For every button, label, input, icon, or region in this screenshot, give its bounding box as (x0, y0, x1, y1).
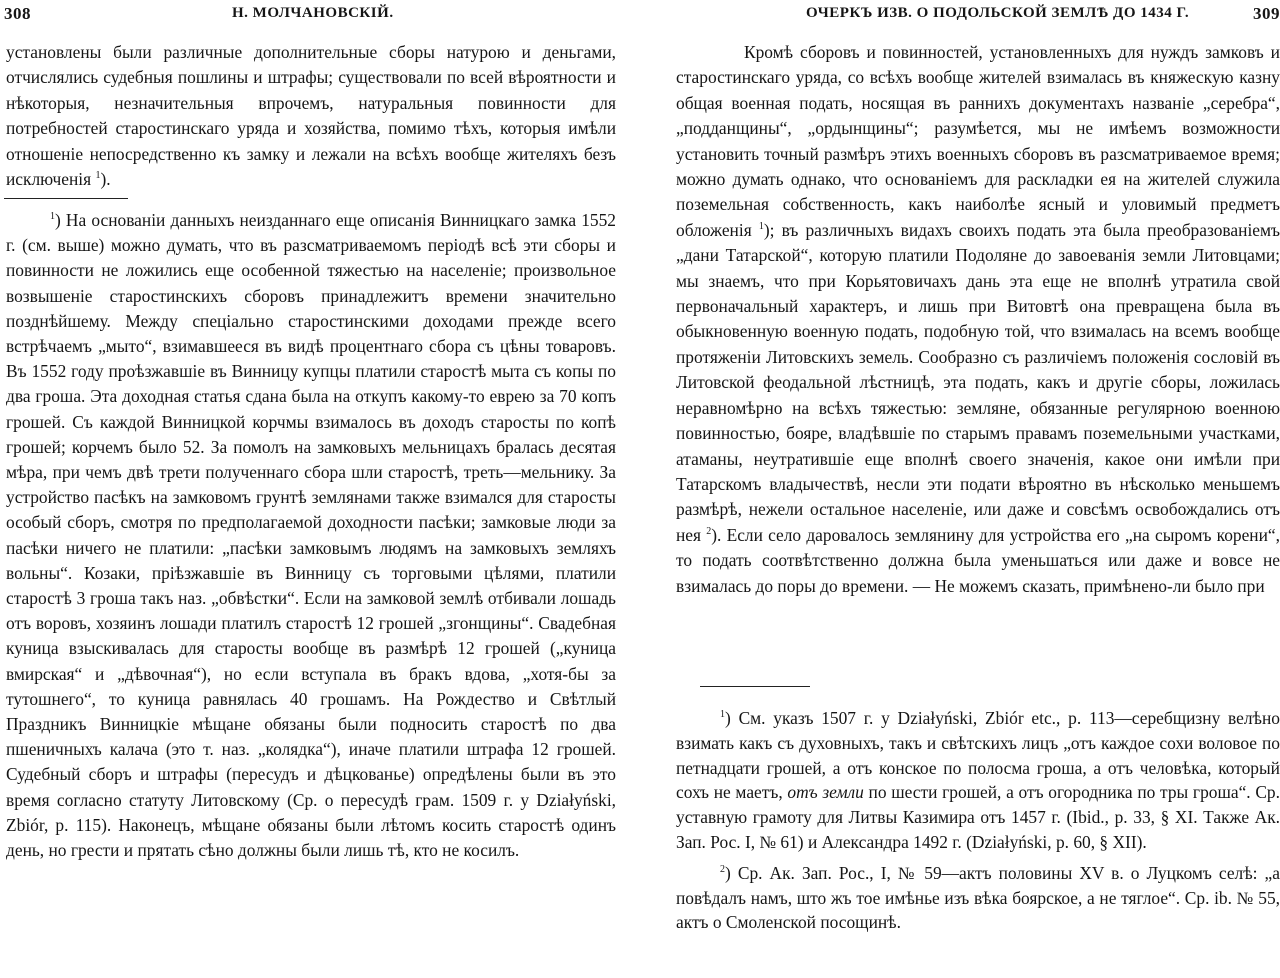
gutter (630, 0, 650, 978)
left-page-header (0, 4, 620, 26)
right-page-header (660, 4, 1280, 26)
paragraph-text: установлены были различные дополнительные сборы натурою и деньгами, отчислялись судебныя пошлины и штрафы; существовали по всей вѣроятности и нѣкоторыя, незначительныя впрочемъ, натуральныя повинности для потребностей старостинскаго уряда и хозяйства, помимо тѣхъ, которыя имѣли отношеніе непосредственно къ замку и лежали на всѣхъ вообще жителяхъ безъ исключенія (6, 42, 616, 190)
footnote-text: ) Ср. Ак. Зап. Рос., I, № 59—актъ половины XV в. о Луцкомъ селѣ: „а повѣдалъ намъ, што жъ тое имѣнье изъ вѣка боярское, а не тяглое“. Ср. ib. № 55, актъ о Смоленской посощинѣ. (676, 862, 1280, 933)
page-number: 309 (1253, 4, 1280, 23)
footnote-marker: 2 (720, 863, 725, 875)
running-head: Н. МОЛЧАНОВСКІЙ. (232, 5, 394, 21)
running-head: ОЧЕРКЪ ИЗВ. О ПОДОЛЬСКОЙ ЗЕМЛѢ ДО 1434 Г. (806, 5, 1190, 21)
footnote-divider (700, 686, 810, 687)
left-body-text (6, 40, 616, 192)
paragraph-end: ). (100, 169, 111, 190)
right-body-text (676, 40, 1280, 599)
right-page (660, 0, 1280, 978)
footnote-marker: 1 (720, 709, 725, 721)
footnote-text: ) На основаніи данныхъ неизданнаго еще описанія Винницкаго замка 1552 г. (см. выше) можно думать, что въ разсматриваемомъ періодѣ всѣ эти сборы и повинности не ложились еще особенной тяжестью на населеніе; произвольное возвышеніе старостинскихъ сборовъ принадлежитъ времени значительно позднѣйшему. Между спеціально старостинскими доходами прежде всего встрѣчаемъ „мыто“, взимавшееся въ видѣ процентнаго сбора съ цѣны товаровъ. Въ 1552 году проѣзжавшіе въ Винницу купцы платили старостѣ мыта съ копы по два гроша. Эта доходная статья сдана была на откупъ какому-то еврею за 70 копъ грошей. Съ каждой Винницкой корчмы взималось въ доходъ старосты по копѣ грошей; корчемъ было 52. За помолъ на замковыхъ мельницахъ бралась десятая мѣра, при чемъ двѣ трети полученнаго сбора шли старостѣ, треть—мельнику. За устройство пасѣкъ на замковомъ грунтѣ землянами также взимался для старосты особый сборъ, смотря по предполагаемой доходности пасѣки; замковые люди за пасѣки ничего не платили: „пасѣки замковымъ людямъ на замковыхъ земляхъ вольны“. Козаки, пріѣзжавшіе въ Винницу съ торговыми цѣлями, платили старостѣ 3 гроша такъ наз. „обвѣстки“. Если на замковой землѣ отбивали лошадь отъ воровъ, хозяинъ лошади платилъ старостѣ 12 грошей „згонщины“. Свадебная куница взыскивалась для старосты вообще въ размѣрѣ 12 грошей („куница вмирская“ и „дѣвочная“), но если вступала въ бракъ вдова, „хотя-бы за тутошнего“, то куница равнялась 40 грошамъ. На Рождество и Свѣтлый Праздникъ Винницкіе мѣщане обязаны были подносить старостѣ по два пшеничныхъ калача (это т. наз. „колядка“), иначе платили штрафа 12 грошей. Судебный сборъ и штрафы (пересудъ и дѣцкованье) опредѣлены были въ это время согласно статуту Литовскому (Ср. о пересудѣ грам. 1509 г. у Działyński, Zbiór, p. 115). Наконецъ, мѣщане обязаны были лѣтомъ косить старостѣ одинъ день, но грести и прятать сѣно должны были лишь тѣ, кто не косилъ. (6, 210, 616, 861)
footnote-marker: 1 (50, 211, 55, 223)
footnote-reference: 1 (758, 221, 764, 233)
left-footnotes (6, 208, 616, 869)
paragraph-text: ); въ различныхъ видахъ своихъ подать эта была преобразованіемъ „дани Татарской“, которую платили Подоляне до завоеванія земли Литовцами; мы знаемъ, что при Корьятовичахъ дань эта еще не вполнѣ утратила свой первоначальный характеръ, и лишь при Витовтѣ она превращена была въ обыкновенную военную подать, подобную той, что взималась на всемъ вообще протяженіи Литовскихъ земель. Сообразно съ различіемъ положенія сословій въ Литовской феодальной лѣстницѣ, эта подать, какъ и другіе сборы, ложилась неравномѣрно на всѣхъ тяжестью: земляне, обязанные регулярною военною повинностью, бояре, владѣвшіе по старымъ правамъ поземельными участками, атаманы, неутратившіе еще вполнѣ своего значенія, какое они имѣли при Татарскомъ владычествѣ, несли эти подати вѣроятно въ нѣсколько меньшемъ размѣрѣ, нежели остальное населеніе, или даже и совсѣмъ освобождались отъ нея (676, 219, 1280, 545)
paragraph (676, 40, 1280, 599)
footnote-divider (4, 198, 128, 199)
footnote (676, 861, 1280, 935)
footnote-text: по шести грошей, а отъ огородника по тры гроша“. Ср. уставную грамоту для Литвы Казимира отъ 1457 г. (Ibid., p. 33, § XI. Также Ак. Зап. Рос. I, № 61) и Александра 1492 г. (Działyński, p. 60, § XII). (676, 782, 1280, 852)
paragraph (6, 40, 616, 192)
page-number: 308 (4, 4, 31, 23)
paragraph-text: Кромѣ сборовъ и повинностей, установленныхъ для нуждъ замковъ и старостинскаго уряда, со всѣхъ вообще жителей взималась въ княжескую казну общая военная подать, носящая въ раннихъ документахъ названіе „серебра“, „подданщины“, „ордынщины“; разумѣется, мы не имѣемъ возможности установить точный размѣръ этихъ военныхъ сборовъ въ разсматриваемое время; можно думать однако, что основаніемъ для раскладки ея на жителей служила поземельная собственность, какъ наиболѣе ясный и уловимый предметъ обложенія (676, 42, 1280, 240)
footnote (676, 706, 1280, 855)
left-page (0, 0, 620, 978)
paragraph-text: ). Если село даровалось землянину для устройства его „на сыромъ корени“, то подать соотвѣтственно должна была уменьшаться или даже и вовсе не взималась до поры до времени. — Не можемъ сказать, примѣнено-ли было при (676, 524, 1280, 596)
footnote-reference: 1 (95, 170, 101, 182)
footnote (6, 208, 616, 863)
emphasis-text: отъ земли (787, 782, 864, 803)
footnote-text: ) См. указъ 1507 г. у Działyński, Zbiór etc., p. 113—серебщизну велѣно взимать какъ съ духовныхъ, такъ и свѣтскихъ лицъ „отъ каждое сохи воловое по петнадцати грошей, а отъ конское по полосма гроша, а отъ человѣка, который сохъ не маетъ, (676, 708, 1280, 803)
right-footnotes (676, 706, 1280, 941)
footnote-reference: 2 (706, 525, 712, 537)
